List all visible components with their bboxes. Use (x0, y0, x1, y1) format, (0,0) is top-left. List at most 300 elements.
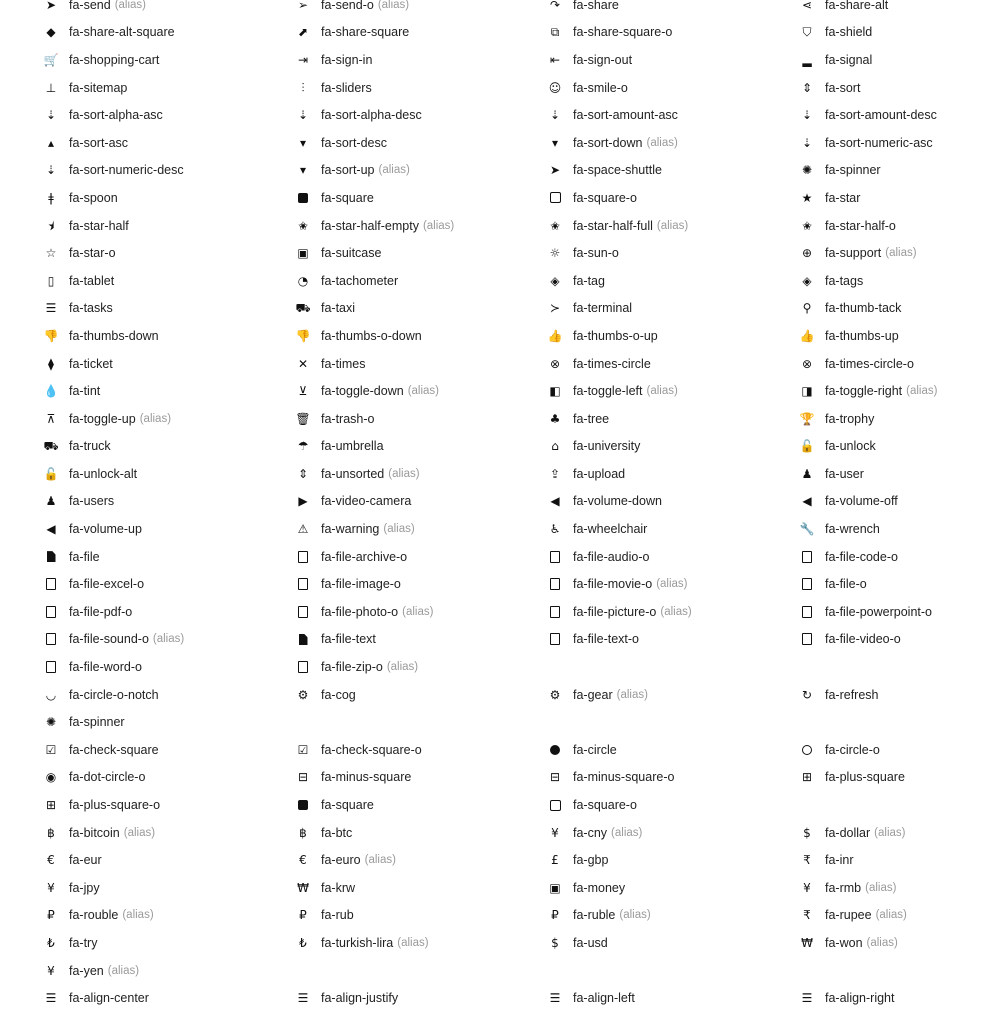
icon-entry[interactable] (296, 929, 429, 957)
icon-entry[interactable] (800, 681, 879, 709)
icon-entry[interactable] (548, 846, 608, 874)
circle-icon-shape (550, 745, 560, 755)
icon-class-name: fa-btc (321, 825, 353, 840)
icon-entry[interactable] (800, 929, 898, 957)
icon-class-name: fa-rupee (825, 908, 872, 923)
icon-entry[interactable] (548, 874, 625, 902)
alias-label: (alias) (139, 412, 172, 425)
icon-entry[interactable] (44, 239, 116, 267)
icon-class-name: fa-file-code-o (825, 549, 898, 564)
file-audio-o-icon-shape (550, 551, 560, 563)
icon-entry[interactable] (44, 74, 127, 102)
icon-row (0, 488, 1000, 516)
icon-entry[interactable] (296, 488, 411, 516)
icon-class-name: fa-rouble (69, 908, 119, 923)
sort-icon: ⇕ (801, 80, 813, 95)
icon-entry[interactable] (296, 46, 372, 74)
icon-entry[interactable] (800, 433, 876, 461)
icon-entry[interactable] (44, 515, 142, 543)
signal-icon: ▂ (802, 52, 812, 67)
file-icon (44, 550, 58, 564)
icon-entry[interactable] (296, 239, 381, 267)
icon-class-name: fa-share (573, 0, 619, 12)
icon-entry[interactable] (800, 460, 864, 488)
alias-label: (alias) (386, 661, 419, 674)
icon-class-name: fa-sign-out (573, 52, 633, 67)
icon-class-name: fa-usd (573, 935, 608, 950)
square-icon-shape (298, 800, 308, 810)
icon-class-name: fa-unlock-alt (69, 466, 138, 481)
icon-entry[interactable] (44, 957, 139, 985)
icon-class-name: fa-minus-square (321, 770, 412, 785)
icon-entry[interactable] (548, 19, 672, 47)
icon-entry[interactable] (548, 129, 678, 157)
icon-class-name: fa-file-audio-o (573, 549, 650, 564)
icon-class-name: fa-rub (321, 908, 354, 923)
icon-entry[interactable] (548, 46, 632, 74)
icon-entry[interactable] (548, 74, 628, 102)
icon-entry[interactable] (800, 736, 880, 764)
star-half-icon: ⯨ (47, 218, 55, 233)
icon-class-name: fa-gbp (573, 853, 609, 868)
spinner-icon: ✺ (801, 163, 813, 178)
trash-o-icon: 🗑 (295, 411, 311, 426)
icon-entry[interactable] (548, 101, 678, 129)
icon-class-name: fa-tasks (69, 301, 113, 316)
gear-icon: ⚙ (549, 687, 561, 702)
icon-class-name: fa-shield (825, 25, 873, 40)
icon-entry[interactable] (44, 129, 128, 157)
icon-entry[interactable] (44, 846, 102, 874)
rmb-icon: ¥ (803, 880, 811, 895)
icon-entry[interactable] (800, 267, 863, 295)
file-excel-o-icon (44, 577, 58, 591)
icon-entry[interactable] (296, 157, 410, 185)
alias-label: (alias) (152, 633, 185, 646)
icon-entry[interactable] (296, 101, 422, 129)
icon-entry[interactable] (296, 460, 420, 488)
alias-label: (alias) (123, 826, 156, 839)
icon-entry[interactable] (800, 129, 933, 157)
icon-entry[interactable] (548, 570, 688, 598)
icon-entry[interactable] (548, 515, 647, 543)
file-photo-o-icon-shape (298, 606, 308, 618)
file-archive-o-icon (296, 550, 310, 564)
icon-class-name: fa-circle-o (825, 742, 880, 757)
icon-entry[interactable] (548, 984, 635, 1012)
sort-alpha-desc-icon: ⇣ (297, 108, 309, 123)
icon-class-name: fa-share-square-o (573, 25, 673, 40)
icon-row (0, 874, 1000, 902)
file-text-o-icon-shape (550, 633, 560, 645)
icon-entry[interactable] (296, 377, 439, 405)
alias-label: (alias) (402, 605, 434, 618)
icon-entry[interactable] (296, 515, 415, 543)
icon-entry[interactable] (548, 460, 625, 488)
icon-class-name: fa-send (69, 0, 111, 12)
icon-entry[interactable] (800, 846, 853, 874)
icon-entry[interactable] (44, 598, 132, 626)
icon-class-name: fa-tablet (69, 273, 115, 288)
icon-class-name: fa-sort-alpha-desc (321, 108, 422, 123)
sign-out-icon: ⇤ (549, 52, 561, 67)
thumbs-o-down-icon: 👎 (295, 328, 311, 343)
icon-entry[interactable] (800, 101, 937, 129)
icon-entry[interactable] (800, 239, 917, 267)
icon-entry[interactable] (800, 157, 881, 185)
icon-row (0, 0, 1000, 19)
icon-class-name: fa-truck (69, 439, 111, 454)
sort-down-icon: ▾ (551, 135, 559, 150)
icon-class-name: fa-star-half-o (825, 218, 896, 233)
icon-entry[interactable] (800, 874, 896, 902)
icon-entry[interactable] (548, 322, 658, 350)
icon-entry[interactable] (548, 929, 608, 957)
icon-class-name: fa-tachometer (321, 273, 399, 288)
taxi-icon: ⛟ (295, 301, 311, 316)
icon-entry[interactable] (548, 433, 640, 461)
icon-entry[interactable] (296, 295, 355, 323)
icon-entry[interactable] (296, 322, 422, 350)
icon-entry[interactable] (44, 184, 118, 212)
icon-entry[interactable] (296, 405, 375, 433)
icon-class-name: fa-file-video-o (825, 632, 901, 647)
icon-entry[interactable] (800, 984, 894, 1012)
icon-entry[interactable] (296, 267, 398, 295)
share-square-icon: ⬈ (297, 25, 309, 40)
file-pdf-o-icon-shape (46, 606, 56, 618)
icon-class-name: fa-times (321, 356, 366, 371)
sort-up-icon: ▾ (299, 163, 307, 178)
icon-entry[interactable] (800, 570, 867, 598)
usd-icon: $ (551, 935, 559, 950)
icon-entry[interactable] (548, 350, 651, 378)
icon-entry[interactable] (44, 295, 113, 323)
icon-row (0, 543, 1000, 571)
icon-entry[interactable] (44, 212, 129, 240)
icon-entry[interactable] (296, 653, 418, 681)
icon-entry[interactable] (548, 764, 674, 792)
turkish-lira-icon: ₺ (299, 935, 307, 950)
icon-entry[interactable] (44, 570, 144, 598)
alias-label: (alias) (407, 385, 440, 398)
icon-entry[interactable] (548, 212, 688, 240)
icon-entry[interactable] (548, 681, 648, 709)
icon-row (0, 846, 1000, 874)
icon-entry[interactable] (296, 984, 398, 1012)
icon-class-name: fa-share-square (321, 25, 410, 40)
icon-class-name: fa-video-camera (321, 494, 412, 509)
icon-class-name: fa-align-center (69, 991, 149, 1006)
icon-entry[interactable] (44, 377, 100, 405)
icon-entry[interactable] (296, 681, 356, 709)
icon-class-name: fa-users (69, 494, 115, 509)
circle-o-icon (800, 743, 814, 757)
share-alt-icon: ⋖ (801, 0, 813, 12)
icon-entry[interactable] (296, 543, 407, 571)
icon-entry[interactable] (44, 46, 159, 74)
icon-entry[interactable] (44, 819, 155, 847)
icon-class-name: fa-tags (825, 273, 864, 288)
icon-entry[interactable] (800, 405, 874, 433)
icon-row (0, 736, 1000, 764)
icon-entry[interactable] (548, 902, 651, 930)
icon-class-name: fa-star-half-full (573, 218, 653, 233)
money-icon: ▣ (549, 880, 561, 895)
icon-entry[interactable] (296, 598, 433, 626)
icon-class-name: fa-circle-o-notch (69, 687, 159, 702)
icon-class-name: fa-try (69, 935, 98, 950)
icon-row (0, 681, 1000, 709)
icon-class-name: fa-cog (321, 687, 356, 702)
icon-entry[interactable] (800, 46, 872, 74)
icon-class-name: fa-sitemap (69, 80, 128, 95)
icon-row (0, 929, 1000, 957)
sign-in-icon: ⇥ (297, 52, 309, 67)
paper-plane-icon: ➤ (45, 0, 57, 12)
sort-numeric-desc-icon: ⇣ (45, 163, 57, 178)
sort-amount-asc-icon: ⇣ (549, 108, 561, 123)
icon-entry[interactable] (800, 515, 880, 543)
icon-entry[interactable] (800, 377, 937, 405)
icon-class-name: fa-ruble (573, 908, 616, 923)
icon-entry[interactable] (44, 350, 113, 378)
icon-entry[interactable] (296, 736, 422, 764)
warning-icon: ⚠ (297, 522, 309, 537)
paper-plane-o-icon: ➢ (297, 0, 309, 12)
file-word-o-icon-shape (46, 661, 56, 673)
icon-class-name: fa-unsorted (321, 466, 385, 481)
icon-entry[interactable] (800, 322, 899, 350)
icon-row (0, 957, 1000, 985)
icon-entry[interactable] (296, 902, 354, 930)
icon-entry[interactable] (44, 929, 97, 957)
file-video-o-icon (800, 632, 814, 646)
icon-entry[interactable] (800, 764, 905, 792)
icon-entry[interactable] (800, 0, 888, 19)
icon-entry[interactable] (800, 819, 905, 847)
icon-entry[interactable] (296, 19, 409, 47)
icon-entry[interactable] (296, 350, 365, 378)
icon-row (0, 74, 1000, 102)
icon-entry[interactable] (296, 129, 387, 157)
icon-class-name: fa-file-sound-o (69, 632, 149, 647)
icon-entry[interactable] (44, 460, 137, 488)
icon-entry[interactable] (44, 433, 111, 461)
icon-entry[interactable] (800, 295, 901, 323)
icon-class-name: fa-won (825, 935, 863, 950)
icon-row (0, 433, 1000, 461)
jpy-icon: ¥ (47, 880, 55, 895)
icon-entry[interactable] (296, 791, 374, 819)
icon-class-name: fa-file-image-o (321, 577, 401, 592)
icon-entry[interactable] (44, 543, 100, 571)
icon-class-name: fa-umbrella (321, 439, 384, 454)
cny-icon: ¥ (551, 825, 559, 840)
support-icon: ⊕ (801, 246, 813, 261)
icon-class-name: fa-yen (69, 963, 104, 978)
icon-entry[interactable] (548, 488, 662, 516)
icon-entry[interactable] (44, 902, 154, 930)
icon-class-name: fa-suitcase (321, 246, 382, 261)
icon-entry[interactable] (548, 157, 662, 185)
icon-class-name: fa-square-o (573, 798, 637, 813)
icon-entry[interactable] (44, 626, 184, 654)
btc-icon: ฿ (299, 825, 307, 840)
file-pdf-o-icon (44, 605, 58, 619)
icon-entry[interactable] (800, 598, 932, 626)
icon-entry[interactable] (44, 322, 159, 350)
icon-entry[interactable] (44, 405, 171, 433)
icon-row (0, 322, 1000, 350)
icon-entry[interactable] (44, 488, 114, 516)
tasks-icon: ☰ (45, 301, 57, 316)
icon-entry[interactable] (296, 570, 401, 598)
icon-entry[interactable] (296, 764, 411, 792)
icon-row (0, 984, 1000, 1012)
icon-class-name: fa-sort-numeric-asc (825, 135, 933, 150)
icon-entry[interactable] (548, 405, 609, 433)
file-code-o-icon (800, 550, 814, 564)
icon-class-name: fa-sliders (321, 80, 372, 95)
icon-entry[interactable] (44, 101, 163, 129)
icon-entry[interactable] (44, 764, 145, 792)
icon-class-name: fa-file-o (825, 577, 867, 592)
shopping-cart-icon: 🛒 (43, 52, 59, 67)
video-camera-icon: ▶ (298, 494, 308, 509)
icon-row (0, 212, 1000, 240)
icon-entry[interactable] (44, 708, 125, 736)
share-icon: ↷ (549, 0, 561, 12)
icon-entry[interactable] (800, 488, 898, 516)
icon-class-name: fa-sort-numeric-desc (69, 163, 184, 178)
sort-amount-desc-icon: ⇣ (801, 108, 813, 123)
file-archive-o-icon-shape (298, 551, 308, 563)
icon-entry[interactable] (548, 736, 617, 764)
icon-entry[interactable] (296, 74, 372, 102)
user-icon: ♟ (801, 466, 813, 481)
icon-entry[interactable] (548, 295, 632, 323)
icon-class-name: fa-volume-down (573, 494, 662, 509)
icon-entry[interactable] (44, 984, 149, 1012)
icon-class-name: fa-krw (321, 880, 356, 895)
icon-entry[interactable] (44, 0, 146, 19)
icon-class-name: fa-toggle-up (69, 411, 136, 426)
icon-entry[interactable] (44, 653, 142, 681)
icon-row (0, 515, 1000, 543)
icon-class-name: fa-check-square-o (321, 742, 422, 757)
icon-class-name: fa-volume-off (825, 494, 898, 509)
file-text-o-icon (548, 632, 562, 646)
icon-entry[interactable] (548, 598, 692, 626)
icon-entry[interactable] (296, 433, 384, 461)
icon-row (0, 46, 1000, 74)
icon-class-name: fa-share-alt (825, 0, 889, 12)
icon-entry[interactable] (296, 819, 352, 847)
icon-class-name: fa-dot-circle-o (69, 770, 146, 785)
alias-label: (alias) (114, 0, 147, 11)
shield-icon: ⛉ (802, 25, 812, 40)
icon-entry[interactable] (548, 377, 678, 405)
file-picture-o-icon-shape (550, 606, 560, 618)
icon-class-name: fa-file-powerpoint-o (825, 604, 932, 619)
file-text-icon (296, 632, 310, 646)
icon-entry[interactable] (44, 19, 175, 47)
icon-entry[interactable] (800, 184, 860, 212)
icon-entry[interactable] (44, 791, 160, 819)
icon-entry[interactable] (296, 0, 409, 19)
icon-class-name: fa-volume-up (69, 522, 142, 537)
icon-entry[interactable] (800, 19, 872, 47)
icon-entry[interactable] (296, 184, 374, 212)
sitemap-icon: ⊥ (45, 80, 57, 95)
icon-entry[interactable] (548, 267, 605, 295)
icon-entry[interactable] (548, 239, 619, 267)
euro-icon: € (299, 853, 307, 868)
upload-icon: ⇪ (549, 466, 561, 481)
icon-entry[interactable] (548, 626, 639, 654)
icon-class-name: fa-toggle-down (321, 384, 404, 399)
alias-label: (alias) (619, 909, 651, 922)
toggle-right-icon: ◨ (801, 384, 813, 399)
square-o-icon (548, 798, 562, 812)
tag-icon: ◈ (550, 273, 560, 288)
icon-row (0, 19, 1000, 47)
circle-o-icon-shape (802, 745, 812, 755)
icon-entry[interactable] (548, 0, 619, 19)
icon-class-name: fa-signal (825, 52, 873, 67)
star-icon: ★ (801, 190, 813, 205)
star-half-o-icon: ✬ (801, 218, 813, 233)
icon-row (0, 295, 1000, 323)
icon-entry[interactable] (44, 681, 159, 709)
icon-class-name: fa-sort (825, 80, 861, 95)
icon-entry[interactable] (296, 846, 396, 874)
icon-entry[interactable] (296, 874, 355, 902)
icon-entry[interactable] (44, 157, 184, 185)
icon-class-name: fa-dollar (825, 825, 871, 840)
icon-class-name: fa-plus-square (825, 770, 905, 785)
icon-entry[interactable] (800, 74, 860, 102)
rupee-icon: ₹ (803, 908, 811, 923)
icon-class-name: fa-spinner (825, 163, 881, 178)
file-image-o-icon (296, 577, 310, 591)
icon-entry[interactable] (800, 212, 896, 240)
unlock-icon: 🔓 (799, 439, 815, 454)
icon-entry[interactable] (548, 791, 637, 819)
icon-entry[interactable] (800, 626, 901, 654)
icon-entry[interactable] (44, 267, 114, 295)
icon-entry[interactable] (44, 736, 159, 764)
icon-class-name: fa-upload (573, 466, 626, 481)
icon-entry[interactable] (800, 350, 914, 378)
icon-entry[interactable] (800, 543, 898, 571)
icon-class-name: fa-star (825, 190, 861, 205)
icon-entry[interactable] (296, 212, 454, 240)
icon-class-name: fa-euro (321, 853, 361, 868)
icon-entry[interactable] (296, 626, 376, 654)
icon-entry[interactable] (548, 543, 649, 571)
icon-class-name: fa-file-photo-o (321, 604, 399, 619)
plus-square-icon: ⊞ (801, 770, 813, 785)
icon-entry[interactable] (44, 874, 100, 902)
icon-entry[interactable] (548, 819, 642, 847)
icon-entry[interactable] (800, 902, 907, 930)
icon-class-name: fa-thumbs-up (825, 328, 899, 343)
icon-class-name: fa-align-justify (321, 991, 399, 1006)
icon-entry[interactable] (548, 184, 637, 212)
square-o-icon (548, 191, 562, 205)
